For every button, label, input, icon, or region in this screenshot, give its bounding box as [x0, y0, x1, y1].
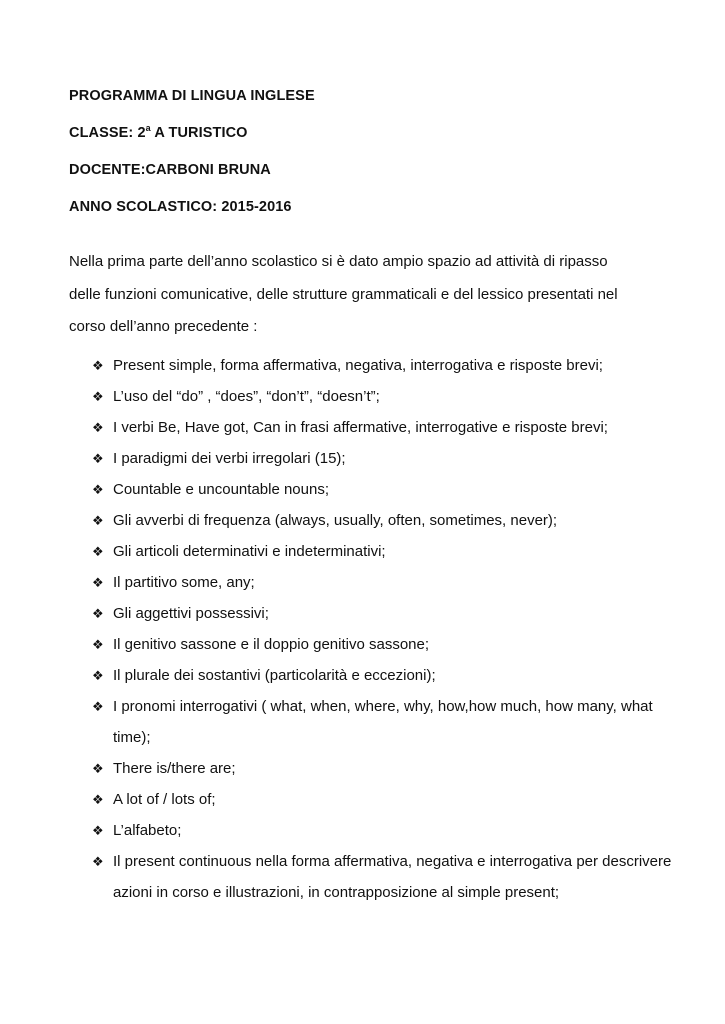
- intro-line: Nella prima parte dell’anno scolastico si è dato ampio spazio ad attività di ripasso: [69, 253, 608, 270]
- list-item-text: Gli avverbi di frequenza (always, usually, often, sometimes, never);: [113, 512, 558, 529]
- intro-line: corso dell’anno precedente :: [69, 318, 258, 335]
- diamond-bullet-icon: ❖: [92, 792, 104, 807]
- list-item: [92, 350, 672, 381]
- diamond-bullet-icon: ❖: [92, 668, 104, 683]
- list-item: [92, 598, 672, 629]
- list-item-text: Il plurale dei sostantivi (particolarità e eccezioni);: [113, 667, 436, 684]
- class-suffix: A TURISTICO: [150, 125, 248, 141]
- list-item: [92, 691, 672, 753]
- list-item: [92, 629, 672, 660]
- list-item-text: Il genitivo sassone e il doppio genitivo sassone;: [113, 636, 430, 653]
- topics-list: [92, 350, 672, 908]
- diamond-bullet-icon: ❖: [92, 482, 104, 497]
- list-item-text: L’uso del “do” , “does”, “don’t”, “doesn’t”;: [113, 388, 380, 405]
- list-item-text: A lot of / lots of;: [113, 791, 216, 808]
- diamond-bullet-icon: ❖: [92, 575, 104, 590]
- document-title: PROGRAMMA DI LINGUA INGLESE: [69, 88, 315, 104]
- list-item: [92, 784, 672, 815]
- list-item-text: Il present continuous nella forma affermativa, negativa e interrogativa per descrivere azioni in corso e illustrazioni, in contrapposizione al simple present;: [113, 853, 672, 901]
- list-item: [92, 753, 672, 784]
- list-item-text: Countable e uncountable nouns;: [113, 481, 330, 498]
- list-item-text: I paradigmi dei verbi irregolari (15);: [113, 450, 346, 467]
- list-item-text: Il partitivo some, any;: [113, 574, 255, 591]
- list-item-text: Gli aggettivi possessivi;: [113, 605, 269, 622]
- list-item: [92, 505, 672, 536]
- intro-paragraph: [69, 246, 669, 344]
- teacher-line: DOCENTE:CARBONI BRUNA: [69, 162, 271, 178]
- diamond-bullet-icon: ❖: [92, 637, 104, 652]
- diamond-bullet-icon: ❖: [92, 761, 104, 776]
- diamond-bullet-icon: ❖: [92, 451, 104, 466]
- diamond-bullet-icon: ❖: [92, 358, 104, 373]
- diamond-bullet-icon: ❖: [92, 699, 104, 714]
- list-item: [92, 443, 672, 474]
- diamond-bullet-icon: ❖: [92, 854, 104, 869]
- list-item-text: I verbi Be, Have got, Can in frasi affermative, interrogative e risposte brevi;: [113, 419, 608, 436]
- list-item: [92, 660, 672, 691]
- list-item: [92, 567, 672, 598]
- intro-line: delle funzioni comunicative, delle strutture grammaticali e del lessico presentati nel: [69, 285, 618, 303]
- diamond-bullet-icon: ❖: [92, 513, 104, 528]
- school-year-line: ANNO SCOLASTICO: 2015-2016: [69, 199, 292, 215]
- class-line: [69, 125, 248, 141]
- list-item: [92, 815, 672, 846]
- diamond-bullet-icon: ❖: [92, 544, 104, 559]
- list-item-text: I pronomi interrogativi ( what, when, where, why, how,how much, how many, what time);: [113, 698, 653, 746]
- list-item: [92, 474, 672, 505]
- list-item-text: There is/there are;: [113, 760, 236, 777]
- list-item: [92, 381, 672, 412]
- diamond-bullet-icon: ❖: [92, 823, 104, 838]
- list-item: [92, 536, 672, 567]
- list-item-text: Gli articoli determinativi e indeterminativi;: [113, 543, 386, 560]
- diamond-bullet-icon: ❖: [92, 389, 104, 404]
- class-prefix: CLASSE: 2: [69, 125, 146, 141]
- list-item: [92, 412, 672, 443]
- diamond-bullet-icon: ❖: [92, 606, 104, 621]
- class-superscript: a: [145, 123, 151, 134]
- diamond-bullet-icon: ❖: [92, 420, 104, 435]
- list-item-text: L’alfabeto;: [113, 822, 182, 839]
- list-item: [92, 846, 672, 908]
- list-item-text: Present simple, forma affermativa, negativa, interrogativa e risposte brevi;: [113, 357, 603, 374]
